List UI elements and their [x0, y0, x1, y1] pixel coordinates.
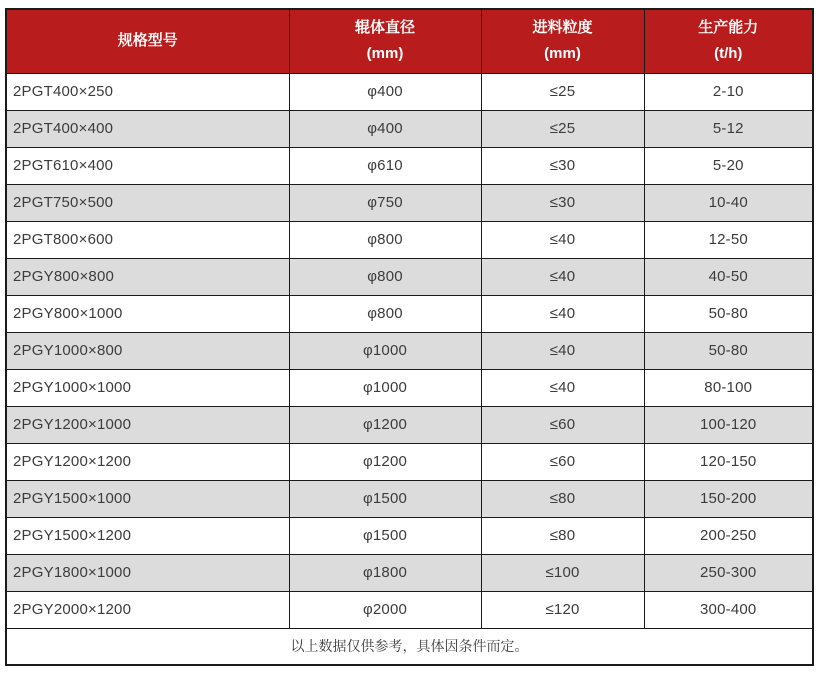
cell-model: 2PGY2000×1200: [6, 591, 289, 628]
table-row: [6, 73, 813, 110]
cell-diameter: φ1200: [289, 443, 481, 480]
cell-model: 2PGY1500×1200: [6, 517, 289, 554]
cell-model: 2PGT750×500: [6, 184, 289, 221]
cell-feedsize: ≤40: [481, 369, 644, 406]
cell-diameter: φ1200: [289, 406, 481, 443]
table-row: [6, 295, 813, 332]
table-row: [6, 480, 813, 517]
cell-feedsize: ≤40: [481, 258, 644, 295]
cell-capacity: 5-12: [644, 110, 813, 147]
cell-feedsize: ≤80: [481, 517, 644, 554]
table-footer: [6, 628, 813, 665]
footnote-row: [6, 628, 813, 665]
cell-model: 2PGT400×250: [6, 73, 289, 110]
cell-diameter: φ1000: [289, 332, 481, 369]
cell-capacity: 300-400: [644, 591, 813, 628]
table-row: [6, 258, 813, 295]
specs-table: [5, 8, 814, 666]
cell-model: 2PGY800×800: [6, 258, 289, 295]
table-header: [6, 9, 813, 73]
cell-model: 2PGT800×600: [6, 221, 289, 258]
cell-model: 2PGT400×400: [6, 110, 289, 147]
cell-capacity: 12-50: [644, 221, 813, 258]
cell-feedsize: ≤120: [481, 591, 644, 628]
cell-model: 2PGT610×400: [6, 147, 289, 184]
table-row: [6, 110, 813, 147]
cell-diameter: φ800: [289, 258, 481, 295]
cell-capacity: 5-20: [644, 147, 813, 184]
cell-model: 2PGY1500×1000: [6, 480, 289, 517]
column-header-feedsize-line2: (mm): [544, 45, 581, 63]
column-header-capacity-line1: 生产能力: [698, 19, 759, 37]
cell-diameter: φ400: [289, 73, 481, 110]
cell-model: 2PGY1200×1000: [6, 406, 289, 443]
table-row: [6, 591, 813, 628]
cell-capacity: 200-250: [644, 517, 813, 554]
cell-diameter: φ2000: [289, 591, 481, 628]
table-row: [6, 221, 813, 258]
cell-feedsize: ≤30: [481, 147, 644, 184]
cell-capacity: 50-80: [644, 295, 813, 332]
cell-feedsize: ≤30: [481, 184, 644, 221]
table-row: [6, 517, 813, 554]
cell-capacity: 50-80: [644, 332, 813, 369]
table-footnote: 以上数据仅供参考，具体因条件而定。: [6, 628, 813, 665]
column-header-feedsize: [481, 9, 644, 73]
column-header-diameter: [289, 9, 481, 73]
cell-diameter: φ1500: [289, 480, 481, 517]
column-header-model-line1: 规格型号: [117, 32, 178, 50]
cell-feedsize: ≤40: [481, 221, 644, 258]
cell-diameter: φ1800: [289, 554, 481, 591]
table-row: [6, 554, 813, 591]
cell-feedsize: ≤25: [481, 73, 644, 110]
cell-feedsize: ≤100: [481, 554, 644, 591]
cell-feedsize: ≤40: [481, 332, 644, 369]
cell-diameter: φ1000: [289, 369, 481, 406]
cell-model: 2PGY800×1000: [6, 295, 289, 332]
table-row: [6, 332, 813, 369]
cell-model: 2PGY1000×800: [6, 332, 289, 369]
table-row: [6, 147, 813, 184]
column-header-model: [6, 9, 289, 73]
table-body: [6, 73, 813, 628]
cell-capacity: 2-10: [644, 73, 813, 110]
table-row: [6, 184, 813, 221]
table-row: [6, 406, 813, 443]
cell-feedsize: ≤40: [481, 295, 644, 332]
cell-feedsize: ≤60: [481, 406, 644, 443]
cell-capacity: 150-200: [644, 480, 813, 517]
cell-diameter: φ610: [289, 147, 481, 184]
cell-diameter: φ800: [289, 295, 481, 332]
cell-capacity: 40-50: [644, 258, 813, 295]
column-header-capacity-line2: (t/h): [714, 45, 743, 63]
column-header-diameter-line1: 辊体直径: [354, 19, 415, 37]
cell-capacity: 80-100: [644, 369, 813, 406]
cell-diameter: φ750: [289, 184, 481, 221]
cell-diameter: φ800: [289, 221, 481, 258]
header-row: [6, 9, 813, 73]
cell-model: 2PGY1000×1000: [6, 369, 289, 406]
table-row: [6, 369, 813, 406]
cell-capacity: 120-150: [644, 443, 813, 480]
cell-diameter: φ1500: [289, 517, 481, 554]
cell-capacity: 100-120: [644, 406, 813, 443]
cell-feedsize: ≤25: [481, 110, 644, 147]
cell-feedsize: ≤60: [481, 443, 644, 480]
cell-feedsize: ≤80: [481, 480, 644, 517]
cell-capacity: 10-40: [644, 184, 813, 221]
column-header-diameter-line2: (mm): [366, 45, 404, 63]
column-header-capacity: [644, 9, 813, 73]
cell-model: 2PGY1800×1000: [6, 554, 289, 591]
cell-capacity: 250-300: [644, 554, 813, 591]
cell-model: 2PGY1200×1200: [6, 443, 289, 480]
table-row: [6, 443, 813, 480]
column-header-feedsize-line1: 进料粒度: [532, 19, 593, 37]
cell-diameter: φ400: [289, 110, 481, 147]
